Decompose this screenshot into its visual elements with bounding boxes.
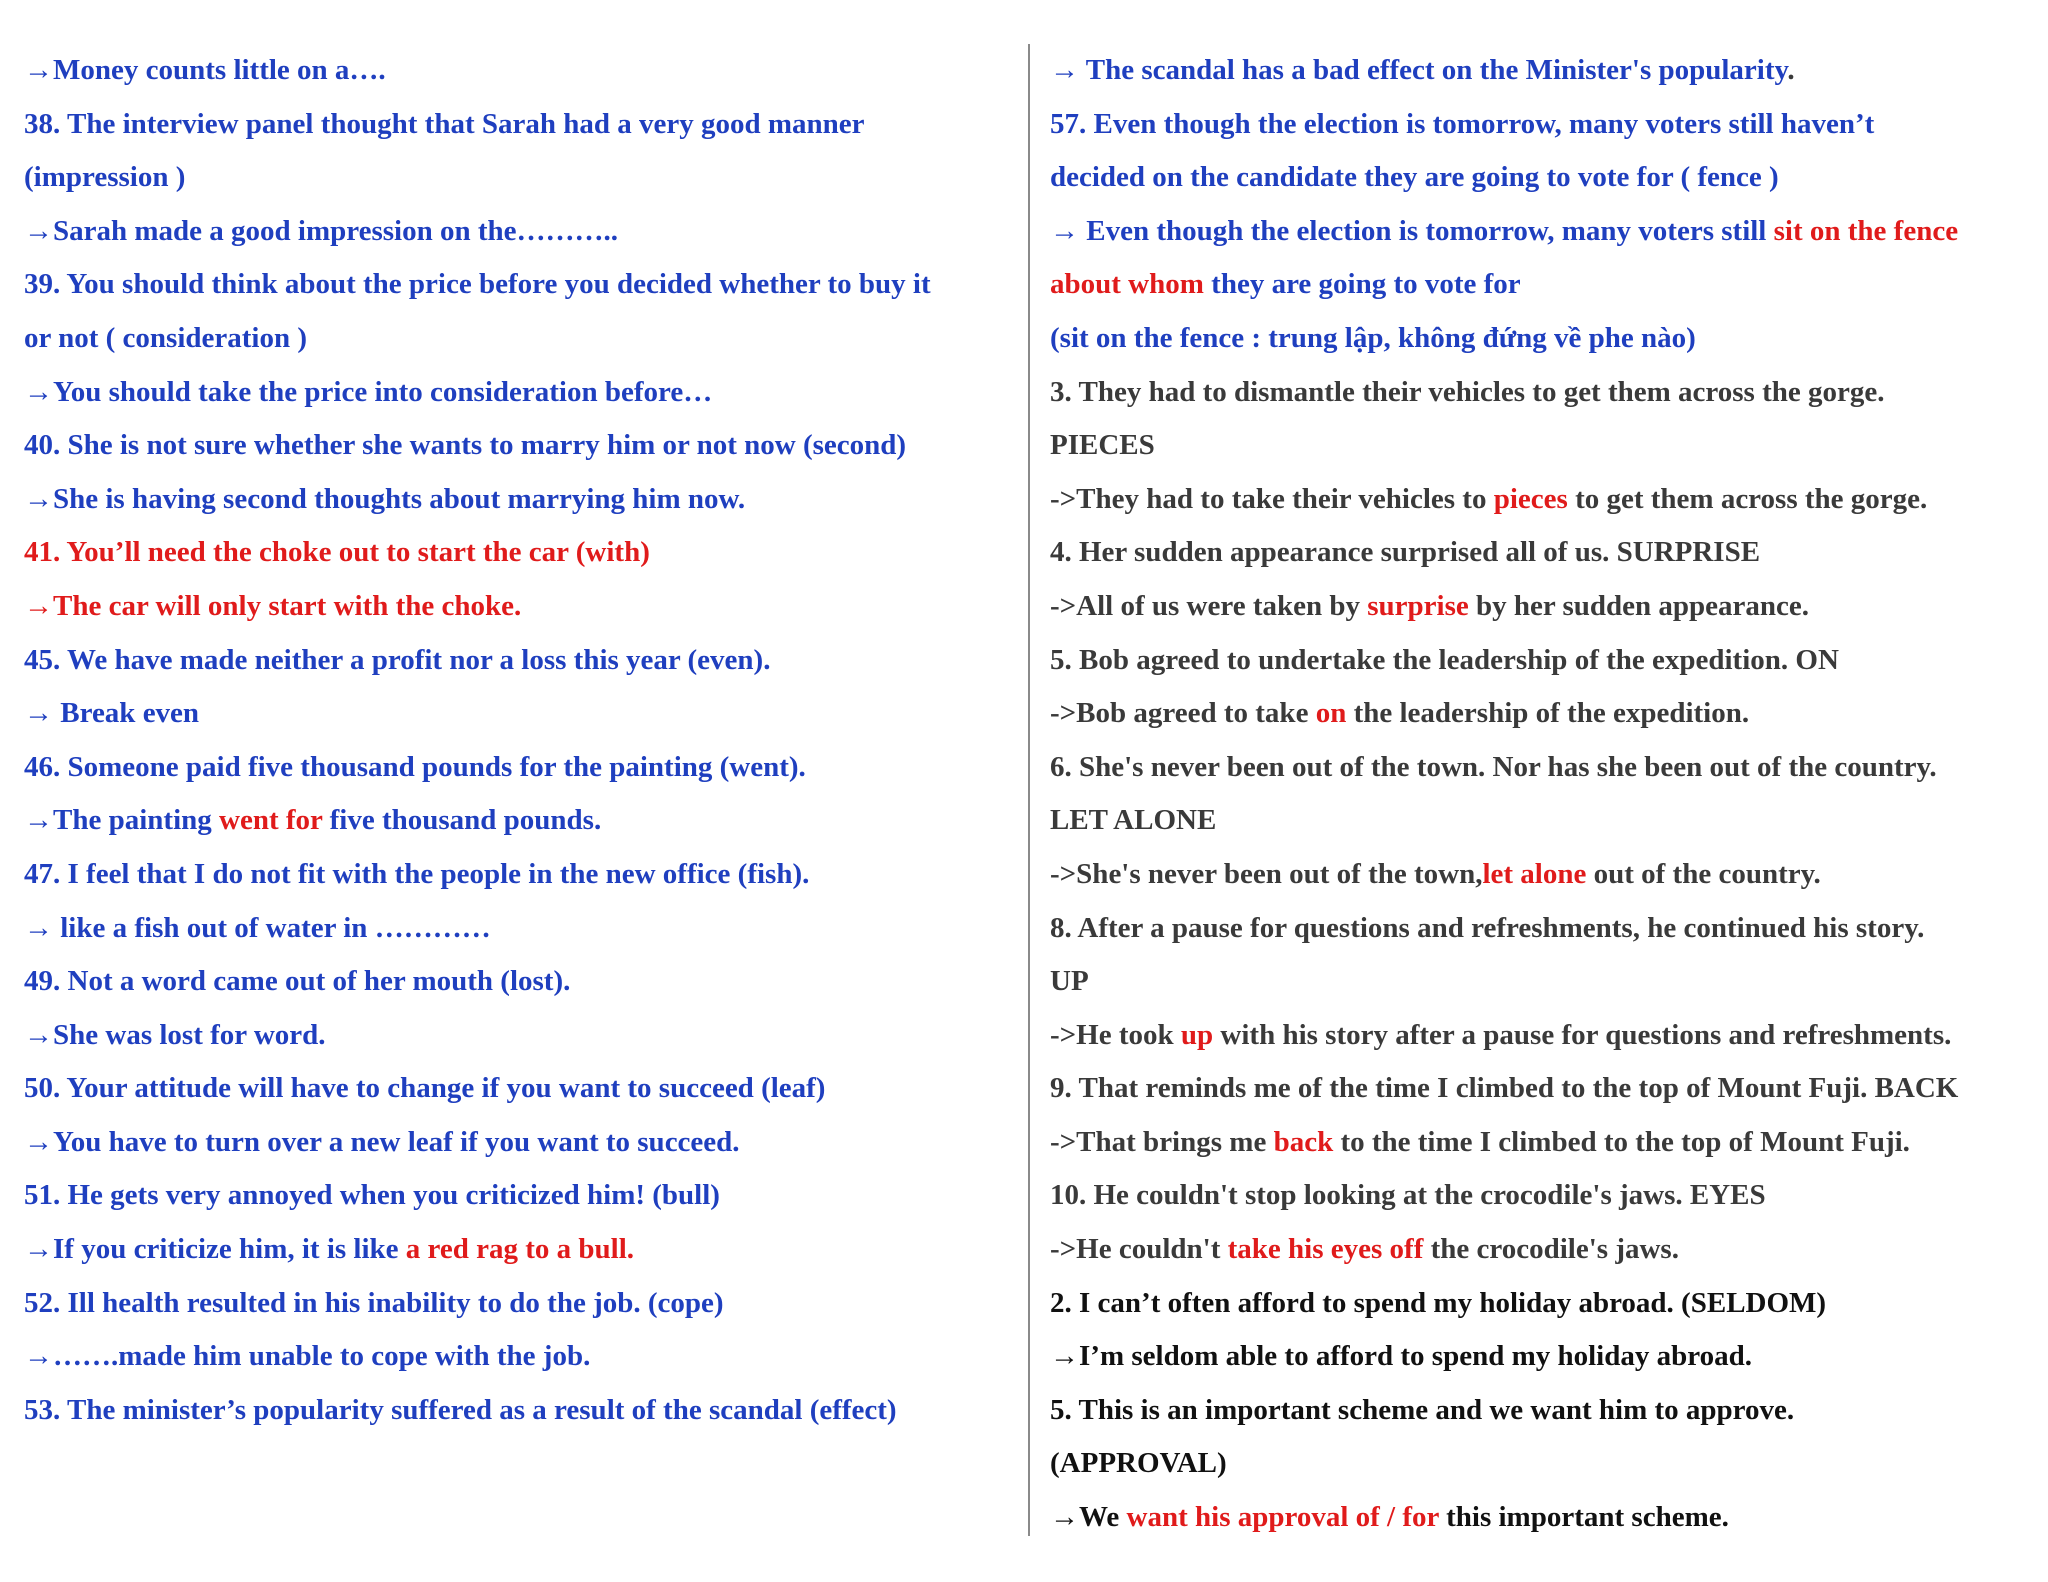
text-segment: 39. You should think about the price before you decided whether to buy it (24, 268, 931, 301)
text-line (1050, 258, 2040, 312)
text-segment: →Money counts little on a…. (24, 54, 386, 86)
text-segment: 47. I feel that I do not fit with the people in the new office (fish). (24, 857, 810, 890)
highlighted-phrase: back (1273, 1125, 1334, 1158)
column-divider (1028, 44, 1030, 1536)
text-line (1050, 955, 2040, 1009)
text-segment: PIECES (1050, 429, 1155, 462)
highlighted-phrase: pieces (1493, 482, 1568, 515)
text-line (1050, 794, 2040, 848)
text-segment: 2. I can’t often afford to spend my holiday abroad. (SELDOM) (1050, 1286, 1827, 1319)
text-line (24, 1330, 1024, 1384)
text-segment: ->They had to take their vehicles to (1050, 482, 1494, 515)
text-segment: 46. Someone paid five thousand pounds for the painting (went). (24, 750, 806, 783)
text-segment: →…….made him unable to cope with the job. (24, 1340, 591, 1373)
text-segment: →Sarah made a good impression on the……….. (24, 214, 619, 247)
text-segment: →The painting (24, 804, 219, 837)
text-segment: 10. He couldn't stop looking at the crocodile's jaws. EYES (1050, 1179, 1766, 1212)
highlighted-phrase: surprise (1367, 589, 1469, 622)
text-segment: →She was lost for word. (24, 1018, 326, 1051)
text-line (1050, 1384, 2040, 1438)
text-line (1050, 151, 2040, 205)
right-column (1050, 44, 2040, 1545)
highlighted-phrase: want his approval of / for (1126, 1501, 1439, 1534)
text-line (1050, 205, 2040, 259)
text-line (1050, 1277, 2040, 1331)
highlighted-phrase: sit on the fence (1773, 214, 1959, 247)
text-line (1050, 473, 2040, 527)
text-line (1050, 1330, 2040, 1384)
text-segment: →I’m seldom able to afford to spend my holiday abroad. (1050, 1340, 1752, 1373)
text-line (24, 526, 1024, 580)
text-segment: →The car will only start with the choke. (24, 589, 522, 622)
text-line (24, 312, 1024, 366)
text-line (1050, 419, 2040, 473)
text-segment: →You have to turn over a new leaf if you want to succeed. (24, 1125, 740, 1158)
text-segment: (impression ) (24, 161, 186, 194)
text-line (1050, 687, 2040, 741)
text-segment: this important scheme. (1438, 1501, 1729, 1534)
text-segment: 5. This is an important scheme and we want him to approve. (1050, 1393, 1795, 1426)
text-line (24, 419, 1024, 473)
text-segment: → The scandal has a bad effect on the Minister's popularity (1050, 54, 1788, 86)
text-segment: UP (1050, 965, 1089, 998)
text-segment: →You should take the price into consideration before… (24, 375, 713, 408)
text-line (24, 1277, 1024, 1331)
text-line (1050, 848, 2040, 902)
text-line (1050, 1223, 2040, 1277)
text-segment: →We (1050, 1501, 1127, 1534)
text-segment: 41. You’ll need the choke out to start the car (with) (24, 536, 650, 569)
text-line (1050, 1062, 2040, 1116)
text-segment: → Break even (24, 697, 200, 730)
text-line (24, 151, 1024, 205)
highlighted-phrase: take his eyes off (1227, 1233, 1424, 1266)
text-line (24, 1116, 1024, 1170)
text-segment: (APPROVAL) (1050, 1447, 1227, 1480)
text-line (24, 205, 1024, 259)
text-line (24, 1062, 1024, 1116)
text-segment: ->That brings me (1050, 1125, 1274, 1158)
text-segment: with his story after a pause for questions and refreshments. (1213, 1018, 1952, 1051)
text-segment: 5. Bob agreed to undertake the leadership of the expedition. ON (1050, 643, 1839, 676)
text-line (24, 473, 1024, 527)
text-segment: 3. They had to dismantle their vehicles to get them across the gorge. (1050, 375, 1885, 408)
text-line (24, 687, 1024, 741)
text-line (24, 1169, 1024, 1223)
text-line (1050, 902, 2040, 956)
text-segment: → like a fish out of water in ………… (24, 911, 491, 944)
text-segment: 49. Not a word came out of her mouth (lost). (24, 965, 571, 998)
text-segment: the crocodile's jaws. (1423, 1233, 1679, 1266)
text-line (24, 258, 1024, 312)
text-line (1050, 1116, 2040, 1170)
highlighted-phrase: up (1180, 1018, 1214, 1051)
text-segment: (sit on the fence : trung lập, không đứng về phe nào) (1050, 321, 1696, 354)
text-segment: 9. That reminds me of the time I climbed to the top of Mount Fuji. BACK (1050, 1072, 1959, 1105)
text-segment: 50. Your attitude will have to change if you want to succeed (leaf) (24, 1072, 826, 1105)
text-line (1050, 98, 2040, 152)
text-segment: to the time I climbed to the top of Mount Fuji. (1333, 1125, 1910, 1158)
text-segment: five thousand pounds. (322, 804, 602, 837)
text-segment: ->He took (1050, 1018, 1181, 1051)
text-segment: ->Bob agreed to take (1050, 697, 1316, 730)
text-line (1050, 44, 2040, 98)
text-line (1050, 312, 2040, 366)
text-line (1050, 1009, 2040, 1063)
text-segment: 6. She's never been out of the town. Nor has she been out of the country. (1050, 750, 1937, 783)
highlighted-phrase: about whom (1050, 268, 1204, 301)
text-segment: →If you criticize him, it is like (24, 1233, 406, 1266)
text-line (1050, 1169, 2040, 1223)
text-segment: out of the country. (1586, 857, 1821, 890)
text-segment: 53. The minister’s popularity suffered as a result of the scandal (effect) (24, 1393, 897, 1426)
text-line (1050, 580, 2040, 634)
text-line (1050, 634, 2040, 688)
text-segment: . (1787, 54, 1795, 86)
text-line (24, 794, 1024, 848)
text-segment: ->She's never been out of the town, (1050, 857, 1483, 890)
text-line (1050, 1491, 2040, 1545)
text-line (24, 44, 1024, 98)
text-segment: or not ( consideration ) (24, 321, 308, 354)
text-segment: 8. After a pause for questions and refreshments, he continued his story. (1050, 911, 1925, 944)
text-segment: ->He couldn't (1050, 1233, 1228, 1266)
text-segment: 4. Her sudden appearance surprised all of us. SURPRISE (1050, 536, 1761, 569)
text-segment: 40. She is not sure whether she wants to marry him or not now (second) (24, 429, 907, 462)
text-line (24, 366, 1024, 420)
highlighted-phrase: a red rag to a bull. (405, 1233, 635, 1266)
text-segment: decided on the candidate they are going to vote for ( fence ) (1050, 161, 1779, 194)
text-segment: they are going to vote for (1203, 268, 1521, 301)
text-line (24, 848, 1024, 902)
text-segment: by her sudden appearance. (1468, 589, 1810, 622)
text-segment: 57. Even though the election is tomorrow, many voters still haven’t (1050, 107, 1875, 140)
text-line (24, 634, 1024, 688)
text-line (1050, 366, 2040, 420)
text-segment: LET ALONE (1050, 804, 1217, 837)
text-line (24, 580, 1024, 634)
text-segment: → Even though the election is tomorrow, many voters still (1050, 214, 1774, 247)
text-line (1050, 526, 2040, 580)
text-line (24, 902, 1024, 956)
text-line (24, 1009, 1024, 1063)
text-segment: the leadership of the expedition. (1346, 697, 1750, 730)
highlighted-phrase: on (1315, 697, 1347, 730)
text-segment: ->All of us were taken by (1050, 589, 1368, 622)
text-segment: 52. Ill health resulted in his inability to do the job. (cope) (24, 1286, 724, 1319)
text-segment: 45. We have made neither a profit nor a loss this year (even). (24, 643, 771, 676)
text-segment: 38. The interview panel thought that Sarah had a very good manner (24, 107, 865, 140)
left-column (24, 44, 1024, 1437)
text-segment: 51. He gets very annoyed when you criticized him! (bull) (24, 1179, 720, 1212)
text-line (24, 98, 1024, 152)
text-line (1050, 741, 2040, 795)
text-segment: to get them across the gorge. (1567, 482, 1928, 515)
text-line (24, 955, 1024, 1009)
highlighted-phrase: let alone (1482, 857, 1587, 890)
text-line (24, 741, 1024, 795)
text-segment: →She is having second thoughts about marrying him now. (24, 482, 746, 515)
text-line (24, 1223, 1024, 1277)
text-line (24, 1384, 1024, 1438)
text-line (1050, 1437, 2040, 1491)
highlighted-phrase: went for (219, 804, 323, 837)
